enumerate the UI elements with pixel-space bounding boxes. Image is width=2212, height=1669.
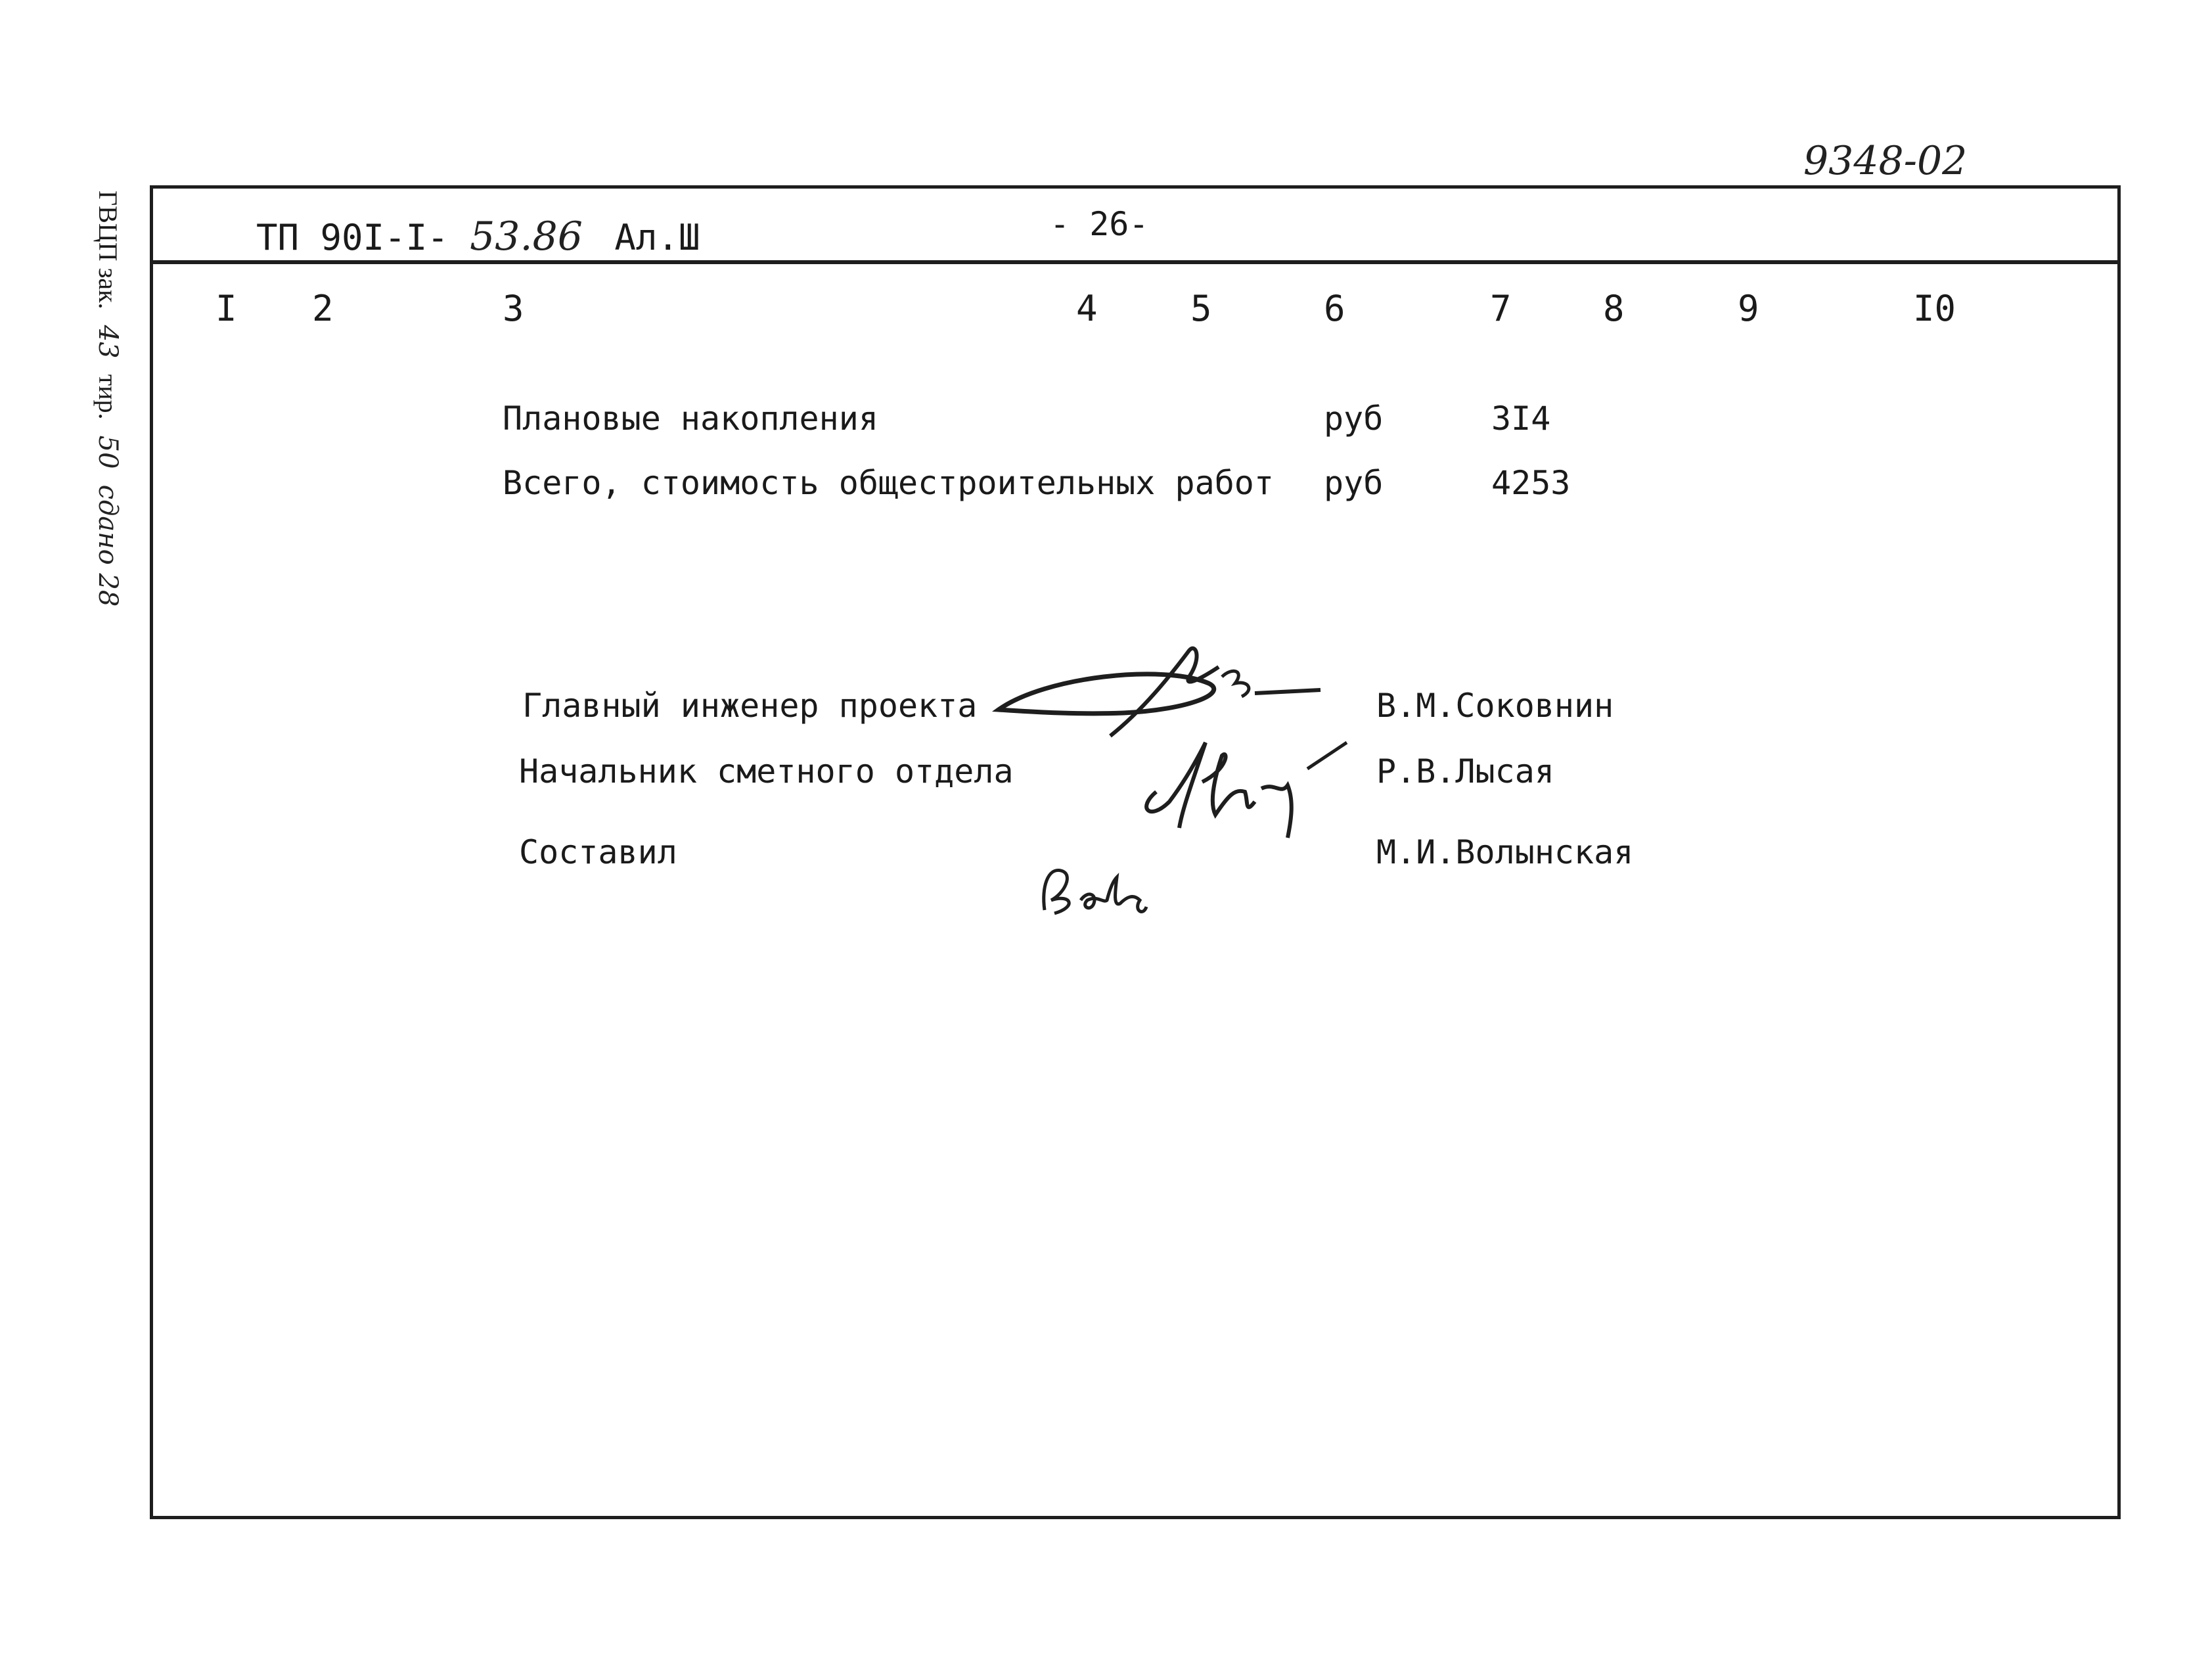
column-number: 7 [1490, 288, 1512, 329]
document-number: 9348-02 [1803, 138, 1968, 184]
signature-name: В.М.Соковнин [1376, 687, 1614, 725]
side-stamp-extra: сдано 28 [93, 484, 123, 607]
signature-name: Р.В.Лысая [1376, 752, 1554, 790]
column-number: 3 [503, 288, 524, 329]
side-stamp-printed: ГВЦП зак. [93, 191, 123, 309]
header-album: Ал.Ш [614, 217, 700, 258]
side-stamp-order: 43 [93, 325, 123, 359]
header-code-prefix: ТП 90I-I- [256, 217, 449, 258]
side-stamp-copies-label: тир. [93, 374, 123, 420]
row-label: Плановые накопления [503, 400, 878, 438]
column-number: 6 [1324, 288, 1345, 329]
column-number: I [215, 288, 237, 329]
signature-role: Начальник сметного отдела [519, 752, 1014, 790]
column-number: 5 [1190, 288, 1212, 329]
signature-compiler [1035, 854, 1166, 926]
signature-estimate-head [1130, 729, 1366, 841]
column-number: 4 [1076, 288, 1098, 329]
signature-name: М.И.Волынская [1376, 833, 1634, 871]
row-unit: руб [1324, 464, 1384, 502]
header-code [256, 214, 700, 260]
document-frame [150, 185, 2121, 1519]
column-number: 8 [1603, 288, 1625, 329]
row-value: 3I4 [1491, 400, 1551, 438]
page-number: - 26- [1050, 205, 1149, 243]
header-code-number: 53.86 [470, 214, 583, 260]
side-stamp-copies: 50 [93, 435, 123, 469]
signature-role: Составил [519, 833, 677, 871]
header-divider [150, 260, 2121, 264]
row-label: Всего, стоимость общестроительных работ [503, 464, 1274, 502]
row-value: 4253 [1491, 464, 1571, 502]
side-stamp [84, 191, 137, 607]
row-unit: руб [1324, 400, 1384, 438]
signature-role: Главный инженер проекта [522, 687, 978, 725]
column-number: I0 [1913, 288, 1956, 329]
column-number: 2 [312, 288, 334, 329]
column-number: 9 [1738, 288, 1759, 329]
